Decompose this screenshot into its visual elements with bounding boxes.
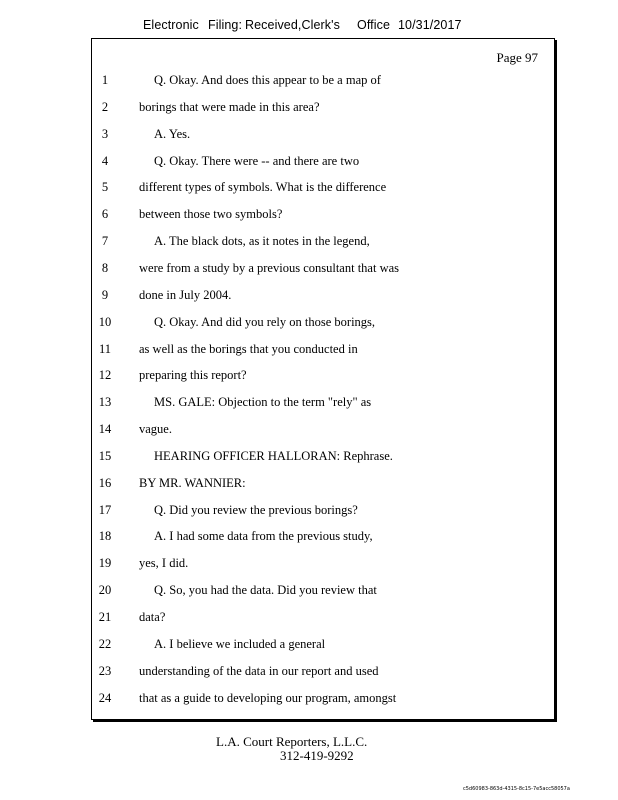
line-text: Q. Okay. And did you rely on those borings, (154, 314, 376, 329)
line-number: 21 (98, 610, 112, 624)
line-number: 5 (101, 180, 109, 195)
line-text: as well as the borings that you conducted in (139, 341, 358, 356)
line-number: 4 (101, 153, 109, 168)
transcript-line (0, 664, 618, 682)
filing-header-date: 10/31/2017 (398, 18, 462, 32)
transcript-line (0, 503, 618, 521)
line-text: Q. Okay. And does this appear to be a map of (154, 73, 381, 87)
line-text: A. Yes. (154, 126, 191, 141)
filing-header-filing: Filing: (208, 18, 243, 32)
line-text: between those two symbols? (139, 207, 283, 222)
line-number: 22 (98, 636, 112, 651)
line-text: Q. So, you had the data. Did you review that (154, 583, 377, 598)
transcript-line (0, 556, 618, 574)
line-number: 19 (98, 556, 112, 571)
line-number: 17 (98, 502, 112, 517)
transcript-line (0, 476, 618, 494)
line-text: MS. GALE: Objection to the term "rely" as (154, 395, 372, 410)
transcript-line (0, 691, 618, 709)
line-text: Q. Did you review the previous borings? (154, 502, 358, 517)
line-text: were from a study by a previous consultant that was (139, 260, 400, 275)
line-number: 3 (101, 126, 109, 141)
line-number: 6 (101, 207, 109, 222)
transcript-line (0, 180, 618, 198)
transcript-line (0, 342, 618, 360)
transcript-line (0, 261, 618, 279)
line-text: done in July 2004. (139, 287, 232, 302)
line-text: different types of symbols. What is the difference (139, 180, 387, 195)
transcript-line (0, 368, 618, 386)
line-text: Q. Okay. There were -- and there are two (154, 153, 360, 168)
line-text: A. I had some data from the previous study, (154, 529, 373, 544)
line-number: 24 (98, 690, 112, 705)
transcript-line (0, 610, 618, 628)
transcript-line (0, 100, 618, 118)
line-text: data? (139, 610, 166, 624)
document-id: c5d60983-863d-4315-8c15-7e5acc58057a (463, 786, 570, 792)
transcript-line (0, 422, 618, 440)
line-number: 7 (101, 234, 109, 249)
filing-header-office: Office (357, 18, 391, 32)
line-text: understanding of the data in our report and used (139, 663, 379, 678)
line-number: 15 (98, 448, 112, 463)
line-text: borings that were made in this area? (139, 99, 320, 114)
line-number: 12 (98, 368, 112, 383)
line-number: 18 (98, 529, 112, 544)
line-number: 14 (98, 422, 112, 437)
transcript-line (0, 395, 618, 413)
transcript-line (0, 207, 618, 225)
line-text: HEARING OFFICER HALLORAN: Rephrase. (154, 448, 393, 463)
transcript-line (0, 288, 618, 306)
line-number: 16 (98, 475, 112, 490)
line-text: preparing this report? (139, 368, 247, 383)
line-number: 9 (101, 287, 109, 302)
line-text: BY MR. WANNIER: (139, 475, 246, 490)
footer-phone: 312-419-9292 (280, 748, 354, 763)
transcript-line (0, 583, 618, 601)
filing-header-electronic: Electronic (143, 18, 199, 32)
line-number: 11 (98, 341, 112, 356)
line-text: A. I believe we included a general (154, 636, 326, 651)
page-number: Page 97 (496, 50, 538, 65)
transcript-line (0, 154, 618, 172)
transcript-line (0, 315, 618, 333)
line-number: 2 (101, 99, 109, 114)
line-text: A. The black dots, as it notes in the legend, (154, 234, 370, 249)
footer-company: L.A. Court Reporters, L.L.C. (216, 734, 368, 749)
line-number: 13 (98, 395, 112, 410)
transcript-line (0, 127, 618, 145)
line-number: 23 (98, 663, 112, 678)
transcript-line (0, 449, 618, 467)
line-number: 1 (101, 73, 109, 87)
transcript-line (0, 234, 618, 252)
line-number: 20 (98, 583, 112, 598)
line-number: 8 (101, 260, 109, 275)
line-text: vague. (139, 422, 172, 437)
filing-header-received: Received,Clerk's (245, 18, 340, 32)
transcript-line (0, 637, 618, 655)
transcript-line (0, 529, 618, 547)
line-number: 10 (98, 314, 112, 329)
line-text: yes, I did. (139, 556, 189, 571)
transcript-line (0, 73, 618, 91)
line-text: that as a guide to developing our program, amongst (139, 690, 397, 705)
